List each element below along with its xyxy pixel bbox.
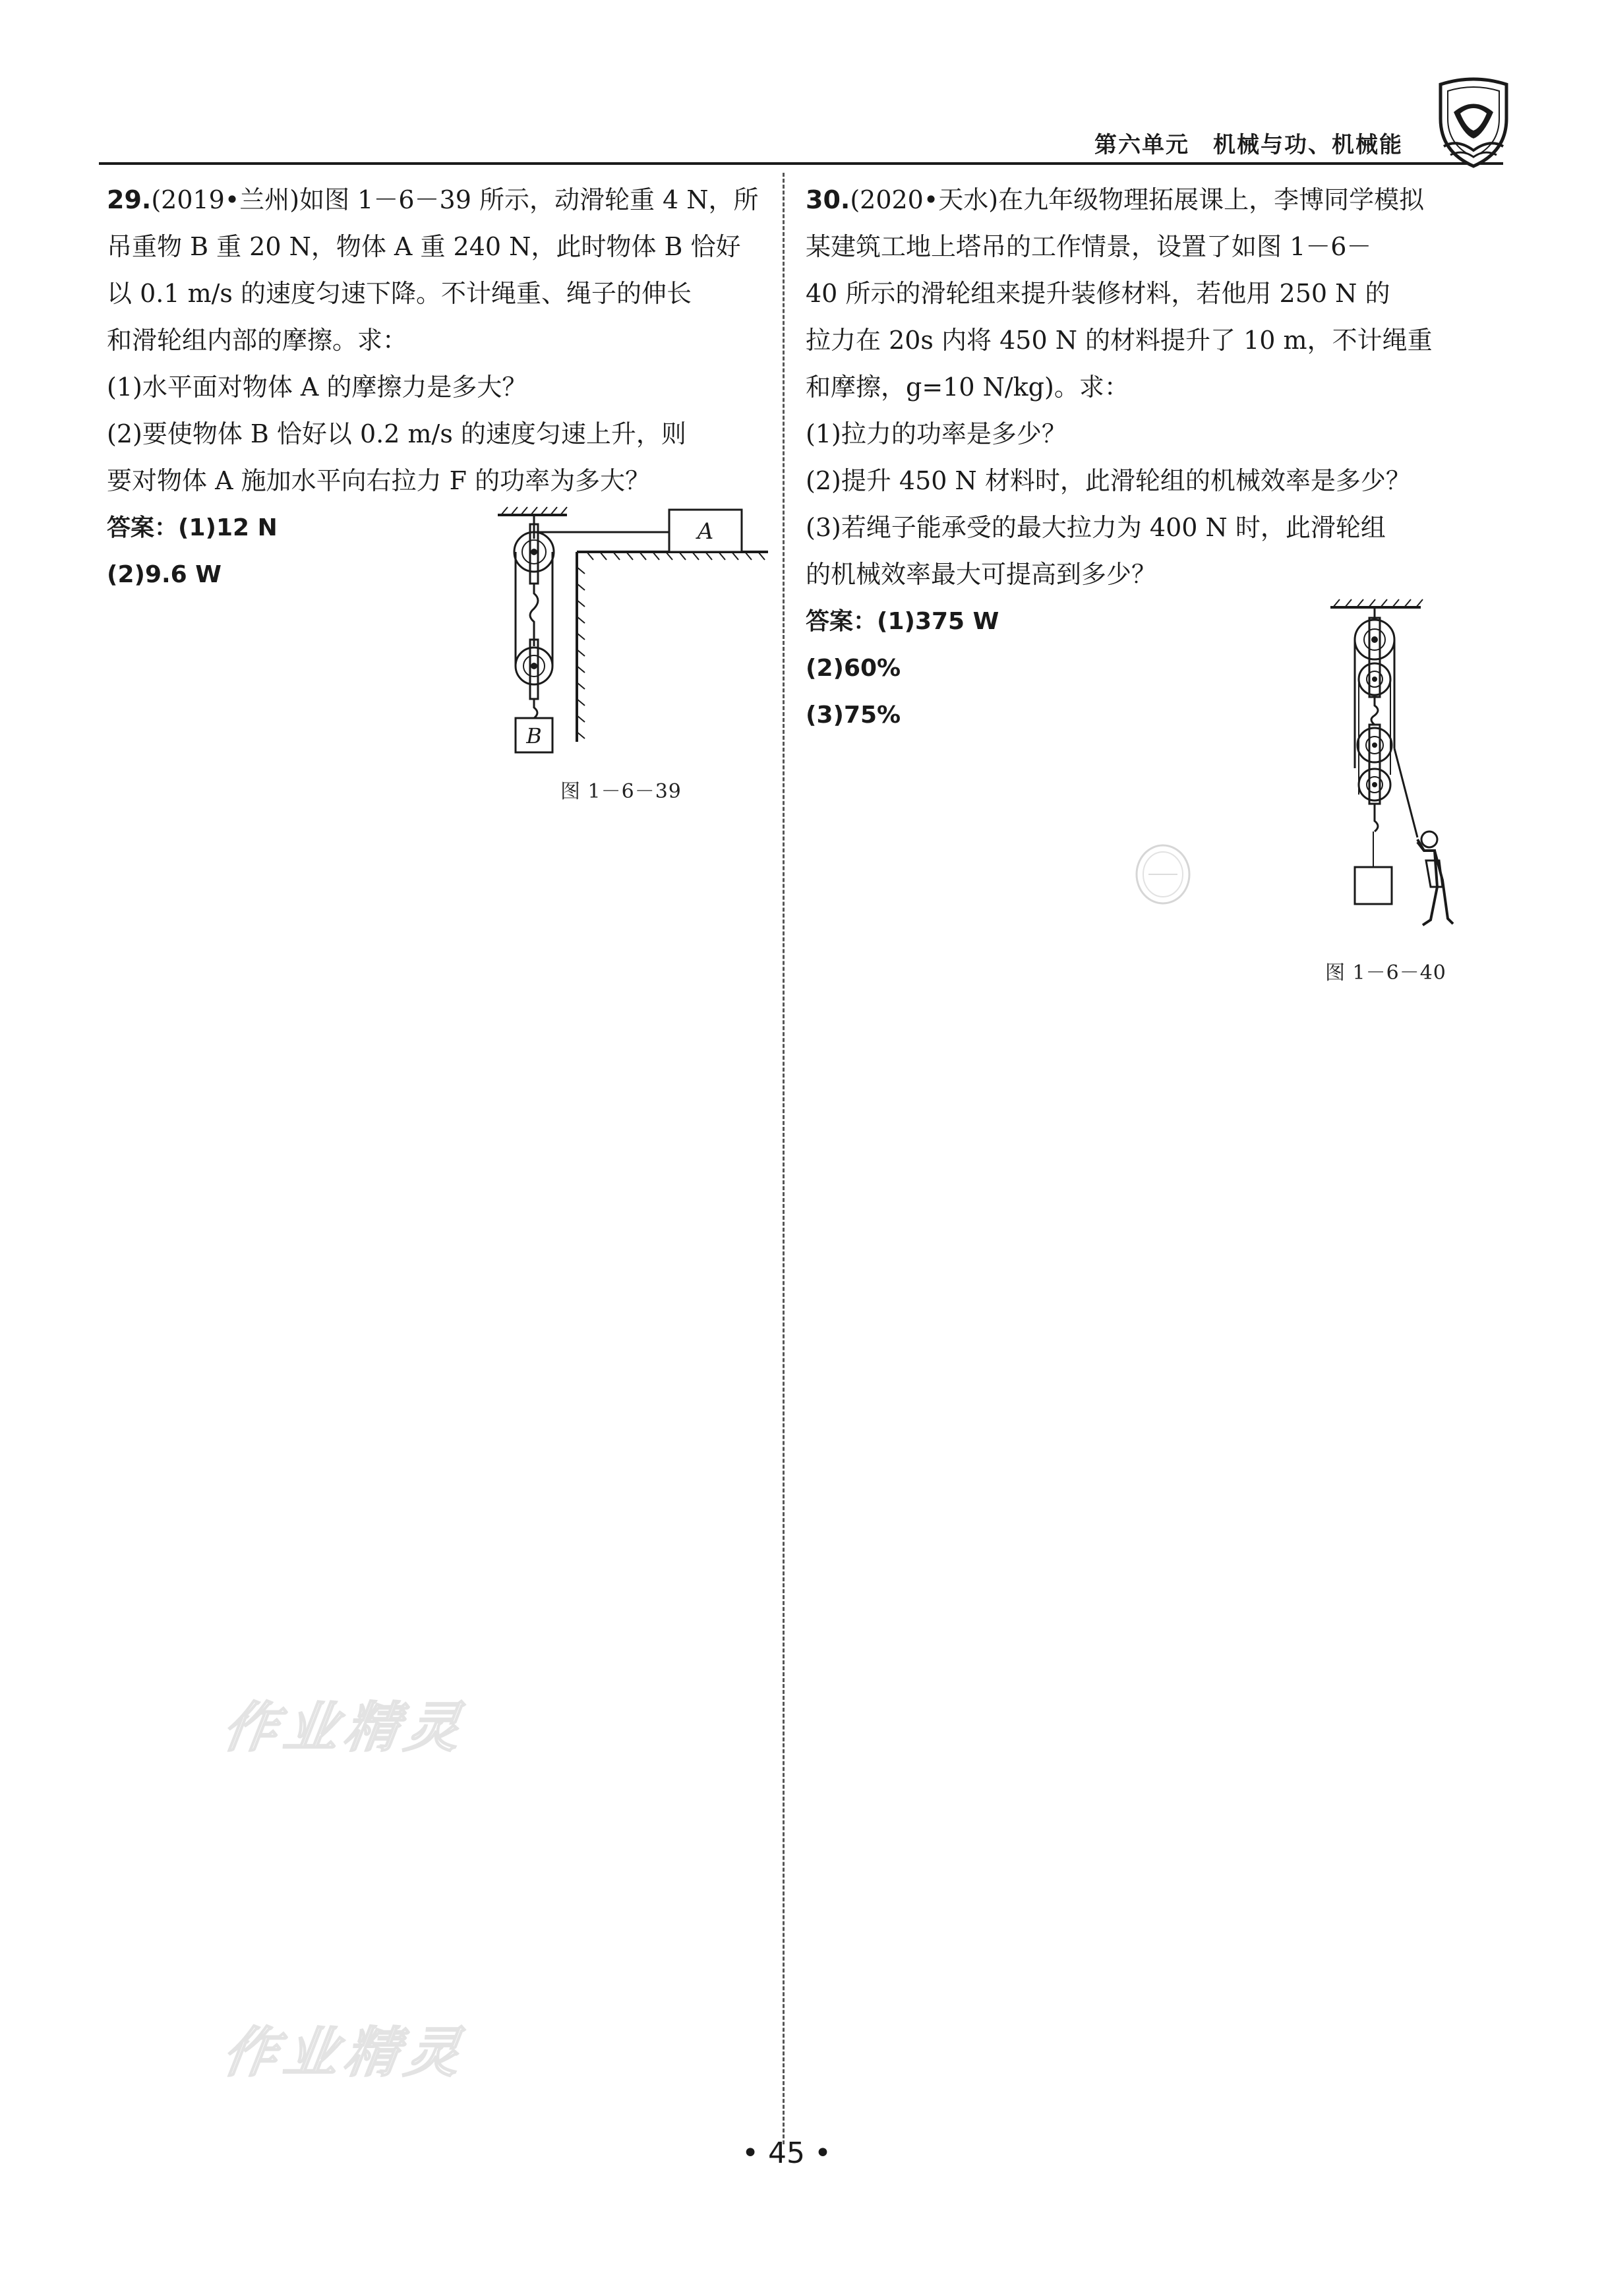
figure-1-6-39-caption: 图 1－6－39 bbox=[560, 780, 682, 803]
question-29-answer-2: (2)9.6 W bbox=[107, 561, 222, 588]
question-30-text: (2020•天水)在九年级物理拓展课上，李博同学模拟 bbox=[850, 185, 1425, 214]
question-30-part-3-cont: 的机械效率最大可提高到多少？ bbox=[806, 560, 1157, 589]
column-divider bbox=[783, 173, 785, 2144]
figure-1-6-39 bbox=[494, 504, 771, 755]
question-30-answer-1: 答案：(1)375 W bbox=[806, 608, 999, 635]
question-29-part-2-cont: 要对物体 A 施加水平向右拉力 F 的功率为多大？ bbox=[107, 466, 651, 495]
question-30-part-3: (3)若绳子能承受的最大拉力为 400 N 时，此滑轮组 bbox=[806, 513, 1386, 542]
header-rule bbox=[99, 162, 1503, 165]
question-30-part-2: (2)提升 450 N 材料时，此滑轮组的机械效率是多少？ bbox=[806, 466, 1411, 495]
figure-1-6-40-caption: 图 1－6－40 bbox=[1325, 961, 1446, 984]
question-30-answer-2: (2)60% bbox=[806, 655, 901, 682]
block-a-label: A bbox=[697, 518, 714, 545]
watermark-1: 作业精灵 bbox=[219, 1697, 471, 1759]
unit-title: 第六单元 机械与功、机械能 bbox=[1094, 132, 1403, 158]
question-30-line-4: 拉力在 20s 内将 450 N 的材料提升了 10 m，不计绳重 bbox=[806, 326, 1433, 355]
question-29-number: 29. bbox=[107, 185, 152, 214]
page-number: • 45 • bbox=[742, 2136, 831, 2170]
question-29-line-2: 吊重物 B 重 20 N，物体 A 重 240 N，此时物体 B 恰好 bbox=[107, 232, 741, 261]
question-29-line-1 bbox=[107, 177, 766, 224]
question-30-part-1: (1)拉力的功率是多少？ bbox=[806, 419, 1067, 448]
question-29-text: (2019•兰州)如图 1－6－39 所示，动滑轮重 4 N，所 bbox=[151, 185, 759, 214]
watermark-2: 作业精灵 bbox=[219, 2022, 471, 2084]
publisher-logo-icon bbox=[1431, 73, 1516, 171]
question-30-line-2: 某建筑工地上塔吊的工作情景，设置了如图 1－6－ bbox=[806, 232, 1372, 261]
question-30-line-3: 40 所示的滑轮组来提升装修材料，若他用 250 N 的 bbox=[806, 279, 1390, 308]
question-30-answer-3: (3)75% bbox=[806, 702, 901, 729]
question-30-line-5: 和摩擦，g=10 N/kg)。求： bbox=[806, 373, 1129, 402]
question-29-part-2: (2)要使物体 B 恰好以 0.2 m/s 的速度匀速上升，则 bbox=[107, 419, 686, 448]
question-30-line-1 bbox=[806, 177, 1478, 224]
figure-1-6-40 bbox=[1319, 597, 1470, 940]
stamp-icon bbox=[1133, 843, 1193, 906]
question-29-line-3: 以 0.1 m/s 的速度匀速下降。不计绳重、绳子的伸长 bbox=[107, 279, 692, 308]
question-29-part-1: (1)水平面对物体 A 的摩擦力是多大？ bbox=[107, 373, 527, 402]
block-b-label: B bbox=[526, 723, 542, 748]
question-30-number: 30. bbox=[806, 185, 850, 214]
question-29-line-4: 和滑轮组内部的摩擦。求： bbox=[107, 326, 408, 355]
question-29-answer-1: 答案：(1)12 N bbox=[107, 514, 278, 541]
